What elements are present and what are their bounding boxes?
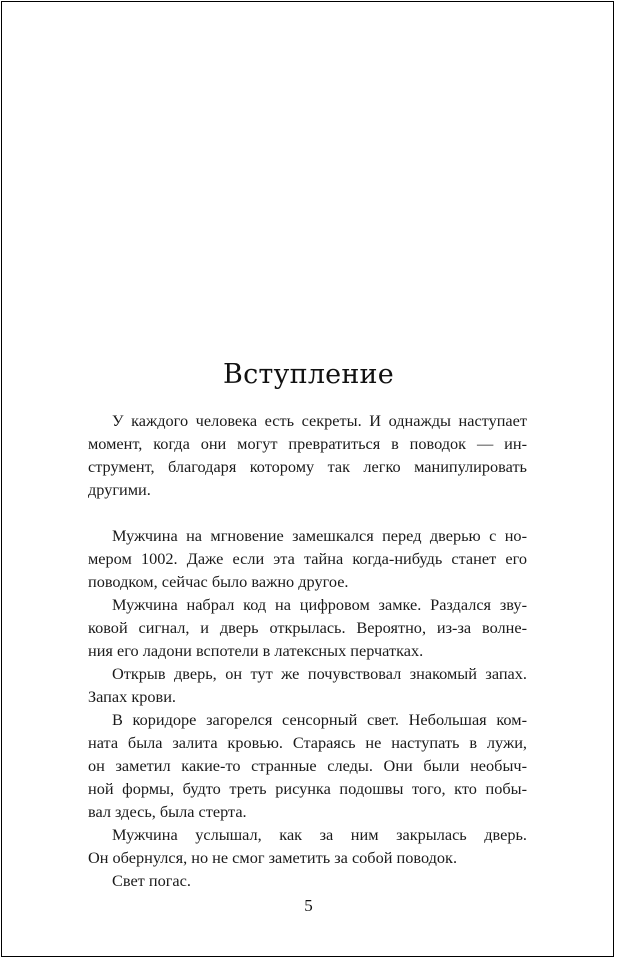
text-line: В коридоре загорелся сенсорный свет. Небольшая ком- — [112, 710, 527, 729]
text-line: поводком, сейчас было важно другое. — [88, 572, 349, 591]
text-line: мером 1002. Даже если эта тайна когда-нибудь станет его — [88, 549, 527, 568]
chapter-title: Вступление — [223, 359, 394, 390]
chapter-body — [88, 409, 527, 892]
text-line: У каждого человека есть секреты. И однажды наступает — [112, 411, 527, 430]
page-number: 5 — [304, 896, 313, 915]
paragraph — [88, 823, 527, 869]
text-line: момент, когда они могут превратиться в поводок — ин- — [88, 434, 527, 453]
text-line: другими. — [88, 480, 151, 499]
paragraph — [88, 409, 527, 501]
paragraph — [88, 869, 527, 892]
text-line: струмент, благодаря которому так легко манипулировать — [88, 457, 527, 476]
text-line: Мужчина набрал код на цифровом замке. Раздался зву- — [112, 595, 527, 614]
paragraph — [88, 524, 527, 593]
text-line: ния его ладони вспотели в латексных перчатках. — [88, 641, 424, 660]
text-line: Свет погас. — [112, 871, 191, 890]
text-line: Он обернулся, но не смог заметить за собой поводок. — [88, 848, 458, 867]
paragraph — [88, 662, 527, 708]
text-line: Открыв дверь, он тут же почувствовал знакомый запах. — [112, 664, 527, 683]
text-line: вал здесь, была стерта. — [88, 802, 247, 821]
paragraph — [88, 708, 527, 823]
text-line: ной формы, будто треть рисунка подошвы того, кто побы- — [88, 779, 527, 798]
text-line: Мужчина услышал, как за ним закрылась дверь. — [112, 825, 527, 844]
text-line: он заметил какие-то странные следы. Они были необыч- — [88, 756, 527, 775]
text-line: ната была залита кровью. Стараясь не наступать в лужи, — [88, 733, 527, 752]
text-line: ковой сигнал, и дверь открылась. Вероятно, из-за волне- — [88, 618, 527, 637]
text-line: Запах крови. — [88, 687, 176, 706]
paragraph — [88, 593, 527, 662]
text-line: Мужчина на мгновение замешкался перед дверью с но- — [112, 526, 527, 545]
